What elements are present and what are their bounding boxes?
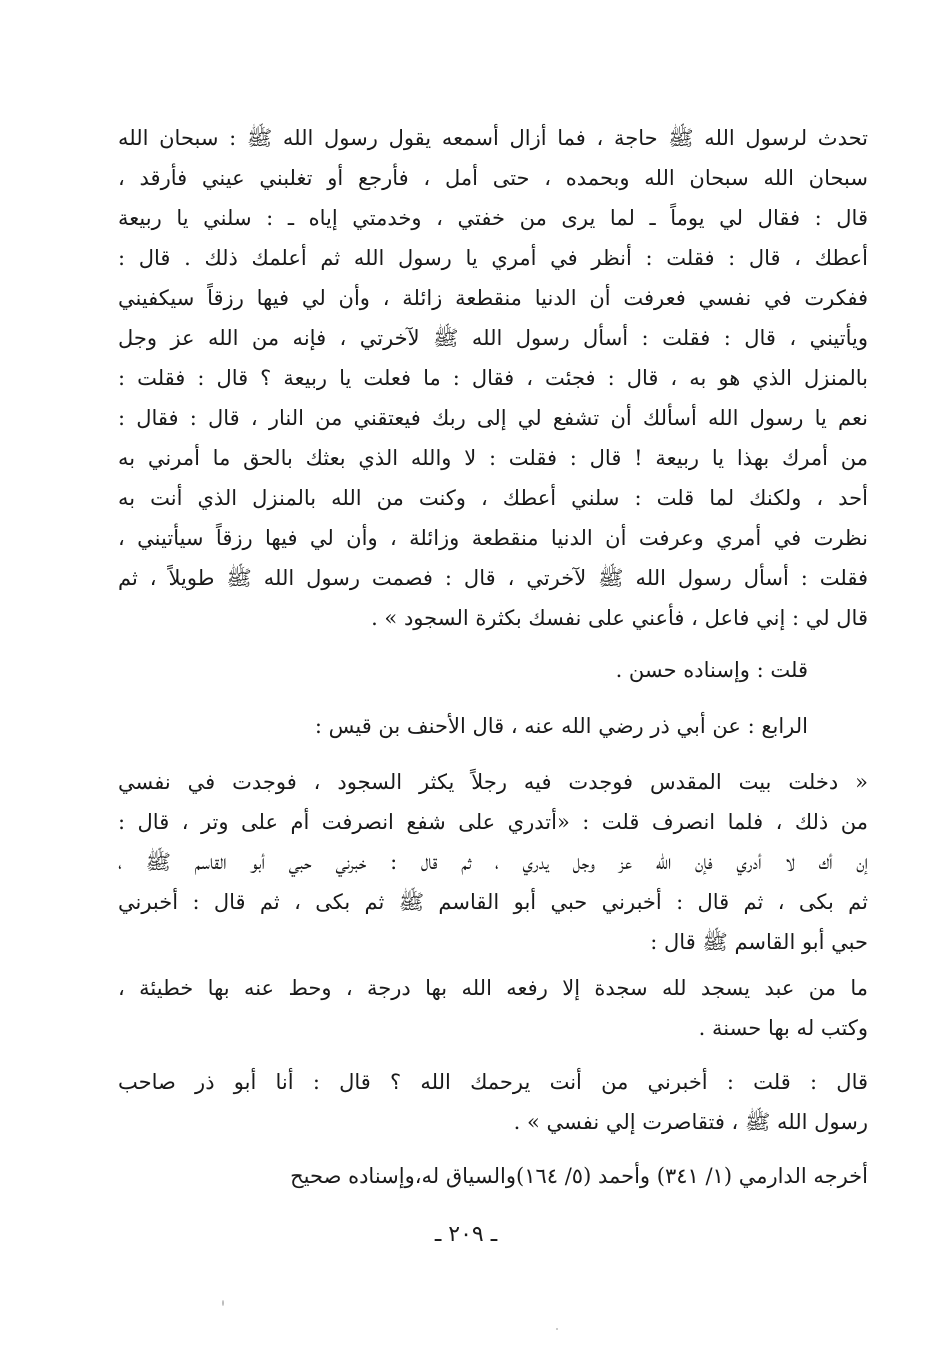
text-line: سبحان الله سبحان الله وبحمده ، حتى أمل ، فأرجع أو تغلبني عيني فأرقد ، [118,166,868,190]
text-line: قلت : وإسناده حسن . [615,658,808,682]
text-line: نظرت في أمري وعرفت أن الدنيا منقطعة وزائلة ، وأن لي فيها رزقاً سيأتيني ، [118,526,868,550]
text-line: « دخلت بيت المقدس فوجدت فيه رجلاً يكثر السجود ، فوجدت في نفسي [118,770,868,794]
takhrij-note [118,1156,868,1196]
text-line: الرابع : عن أبي ذر رضي الله عنه ، قال الأحنف بن قيس : [314,714,808,738]
text-line: ثم بكى ، ثم قال : أخبرني حبي أبو القاسم ﷺ ثم بكى ، ثم قال : أخبرني [118,890,868,914]
text-line: من ذلك ، فلما انصرف قلت : «أتدري على شفع انصرفت أم على وتر ، قال : [118,810,868,834]
text-line: من أمرك بهذا يا ربيعة ! قال : فقلت : لا والله الذي بعثك بالحق ما أمرني به [118,446,868,470]
text-line: قال : قلت : أخبرني من أنت يرحمك الله ؟ قال : أنا أبو ذر صاحب [118,1070,868,1094]
page-number: ـ ٢٠٩ ـ [434,1222,498,1247]
text-line: أعطك ، قال : فقلت : أنظر في أمري يا رسول الله ثم أعلمك ذلك . قال : [118,246,868,270]
text-line: حبي أبو القاسم ﷺ قال : [650,930,868,954]
hadith-conclusion [118,1062,868,1142]
text-line: بالمنزل الذي هو به ، قال : فجئت ، فقال : ما فعلت يا ربيعة ؟ قال : فقلت : [118,366,868,390]
text-line: رسول الله ﷺ ، فتقاصرت إلي نفسي » . [513,1110,868,1134]
text-line: تحدث لرسول الله ﷺ حاجة ، فما أزال أسمعه يقول رسول الله ﷺ : سبحان الله [118,126,868,150]
scan-speck [556,1328,558,1330]
text-line: أخرجه الدارمي (١/ ٣٤١) وأحمد (٥/ ١٦٤)والسياق له،وإسناده صحيح [290,1164,868,1188]
isnad-note [118,650,868,690]
text-line: أحد ، ولكنك لما قلت : سلني أعطك ، وكنت من الله بالمنزل الذي أنت به [118,486,868,510]
text-line: ويأتيني ، قال : فقلت : أسأل رسول الله ﷺ لآخرتي ، فإنه من الله عز وجل [118,326,868,350]
text-line: إن أك لا أدري فإن الله عز وجل يدري ، ثم قال : خبرني حبي أبو القاسم ﷺ ، [118,850,868,874]
text-line: وكتب له بها حسنة . [698,1016,868,1040]
hadith-quote-sajda [118,968,868,1048]
text-line: قال لي : إني فاعل ، فأعني على نفسك بكثرة السجود » . [371,606,868,630]
text-line: فقلت : أسأل رسول الله ﷺ لآخرتي ، قال : فصمت رسول الله ﷺ طويلاً ، ثم [118,566,868,590]
text-line: قال : فقال لي يوماً ـ لما يرى من خفتي ، وخدمتي إياه ـ : سلني يا ربيعة [118,206,868,230]
text-line: نعم يا رسول الله أسألك أن تشفع لي إلى ربك فيعتقني من النار ، قال : فقال : [118,406,868,430]
text-line: ما من عبد يسجد لله سجدة إلا رفعه الله بها درجة ، وحط عنه بها خطيئة ، [118,976,868,1000]
text-line: ففكرت في نفسي فعرفت أن الدنيا منقطعة زائلة ، وأن لي فيها رزقاً سيكفيني [118,286,868,310]
scan-speck [222,1300,224,1306]
section-heading-fourth [118,706,868,746]
hadith-paragraph-rabia [118,118,868,638]
hadith-paragraph-abu-dharr [118,762,868,962]
